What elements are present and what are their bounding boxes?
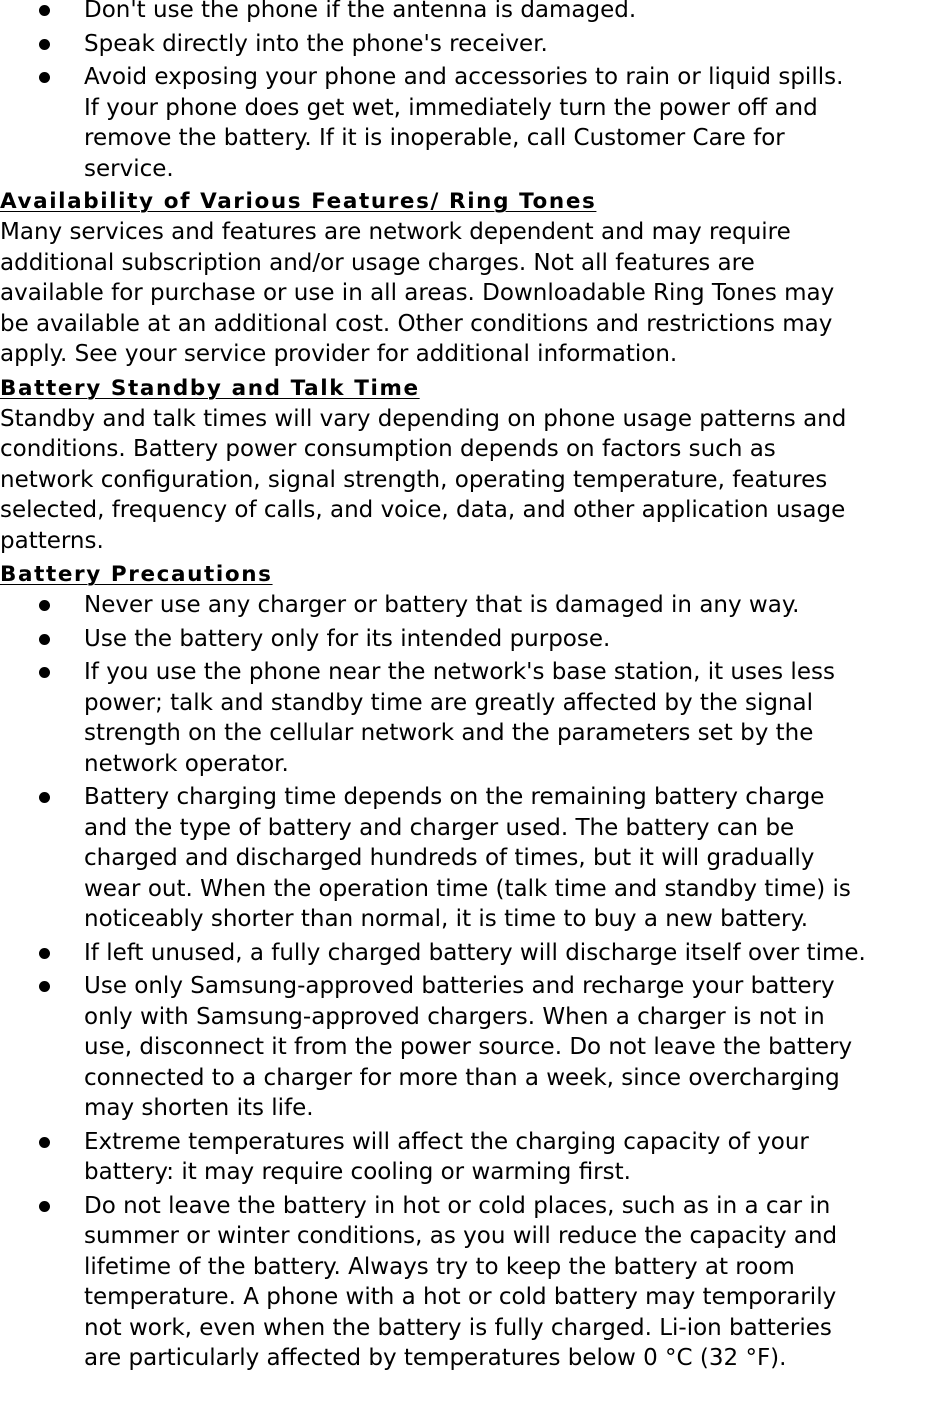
list-item-text: If left unused, a fully charged battery will discharge itself over time. [84,939,866,966]
bullet-icon [39,981,50,992]
bullet-icon [39,72,50,83]
section-heading: Availability of Various Features/ Ring Tones [0,189,597,214]
list-item-text: Extreme temperatures will affect the charging capacity of your battery: it may require cooling or warming first. [84,1128,809,1185]
list-item [0,938,946,969]
section-paragraph: Many services and features are network dependent and may require additional subscription and/or usage charges. Not all features are available for purchase or use in all areas. Downloadable Ring Tones may be available at an additional cost. Other conditions and restrictions may apply. See your service provider for additional information. [0,219,835,367]
bullet-icon [39,5,50,16]
list-item [0,62,946,184]
list-item [0,1191,946,1374]
section-heading: Battery Standby and Talk Time [0,375,420,401]
list-item [0,624,946,655]
section-heading: Battery Precautions [0,562,273,587]
list-item [0,657,946,779]
list-item-text: Battery charging time depends on the remaining battery charge and the type of battery and charger used. The battery can be charged and discharged hundreds of times, but it will gradually wear out. When the operation time (talk time and standby time) is noticeably shorter than normal, it is time to buy a new battery. [84,784,851,932]
list-item [0,782,946,935]
bullet-icon [39,39,50,50]
list-item [0,29,946,60]
intro-bullet-list [0,0,946,184]
section-battery-precautions [0,560,946,1374]
list-item-text: If you use the phone near the network's base station, it uses less power; talk and standby time are greatly affected by the signal strength on the cellular network and the parameters set by the network operator. [84,659,835,777]
section-battery-standby [0,374,946,557]
precautions-bullet-list [0,590,946,1374]
bullet-icon [39,792,50,803]
bullet-icon [39,1137,50,1148]
bullet-icon [39,948,50,959]
list-item-text: Use only Samsung-approved batteries and recharge your battery only with Samsung-approved chargers. When a charger is not in use, disconnect it from the power source. Do not leave the battery connected to a charger for more than a week, since overcharging may shorten its life. [84,973,853,1121]
list-item-text: Use the battery only for its intended purpose. [84,625,611,652]
list-item [0,971,946,1124]
bullet-icon [39,1201,50,1212]
list-item [0,1127,946,1188]
list-item [0,590,946,621]
section-paragraph: Standby and talk times will vary depending on phone usage patterns and conditions. Battery power consumption depends on factors such as network configuration, signal strength, operating temperature, features selected, frequency of calls, and voice, data, and other application usage patterns. [0,405,847,554]
bullet-icon [39,634,50,645]
list-item-text: Avoid exposing your phone and accessories to rain or liquid spills. If your phone does get wet, immediately turn the power off and remove the battery. If it is inoperable, call Customer Care for service. [84,64,844,182]
list-item-text: Speak directly into the phone's receiver. [84,30,548,57]
section-feature-availability [0,187,946,370]
list-item-text: Do not leave the battery in hot or cold places, such as in a car in summer or winter conditions, as you will reduce the capacity and lifetime of the battery. Always try to keep the battery at room temperature. A phone with a hot or cold battery may temporarily not work, even when the battery is fully charged. Li-ion batteries are particularly affected by temperatures below 0 °C (32 °F). [84,1192,838,1371]
list-item-text: Never use any charger or battery that is damaged in any way. [84,592,800,618]
bullet-icon [39,667,50,678]
list-item [0,0,946,26]
list-item-text: Don't use the phone if the antenna is damaged. [84,0,637,23]
bullet-icon [39,600,50,611]
